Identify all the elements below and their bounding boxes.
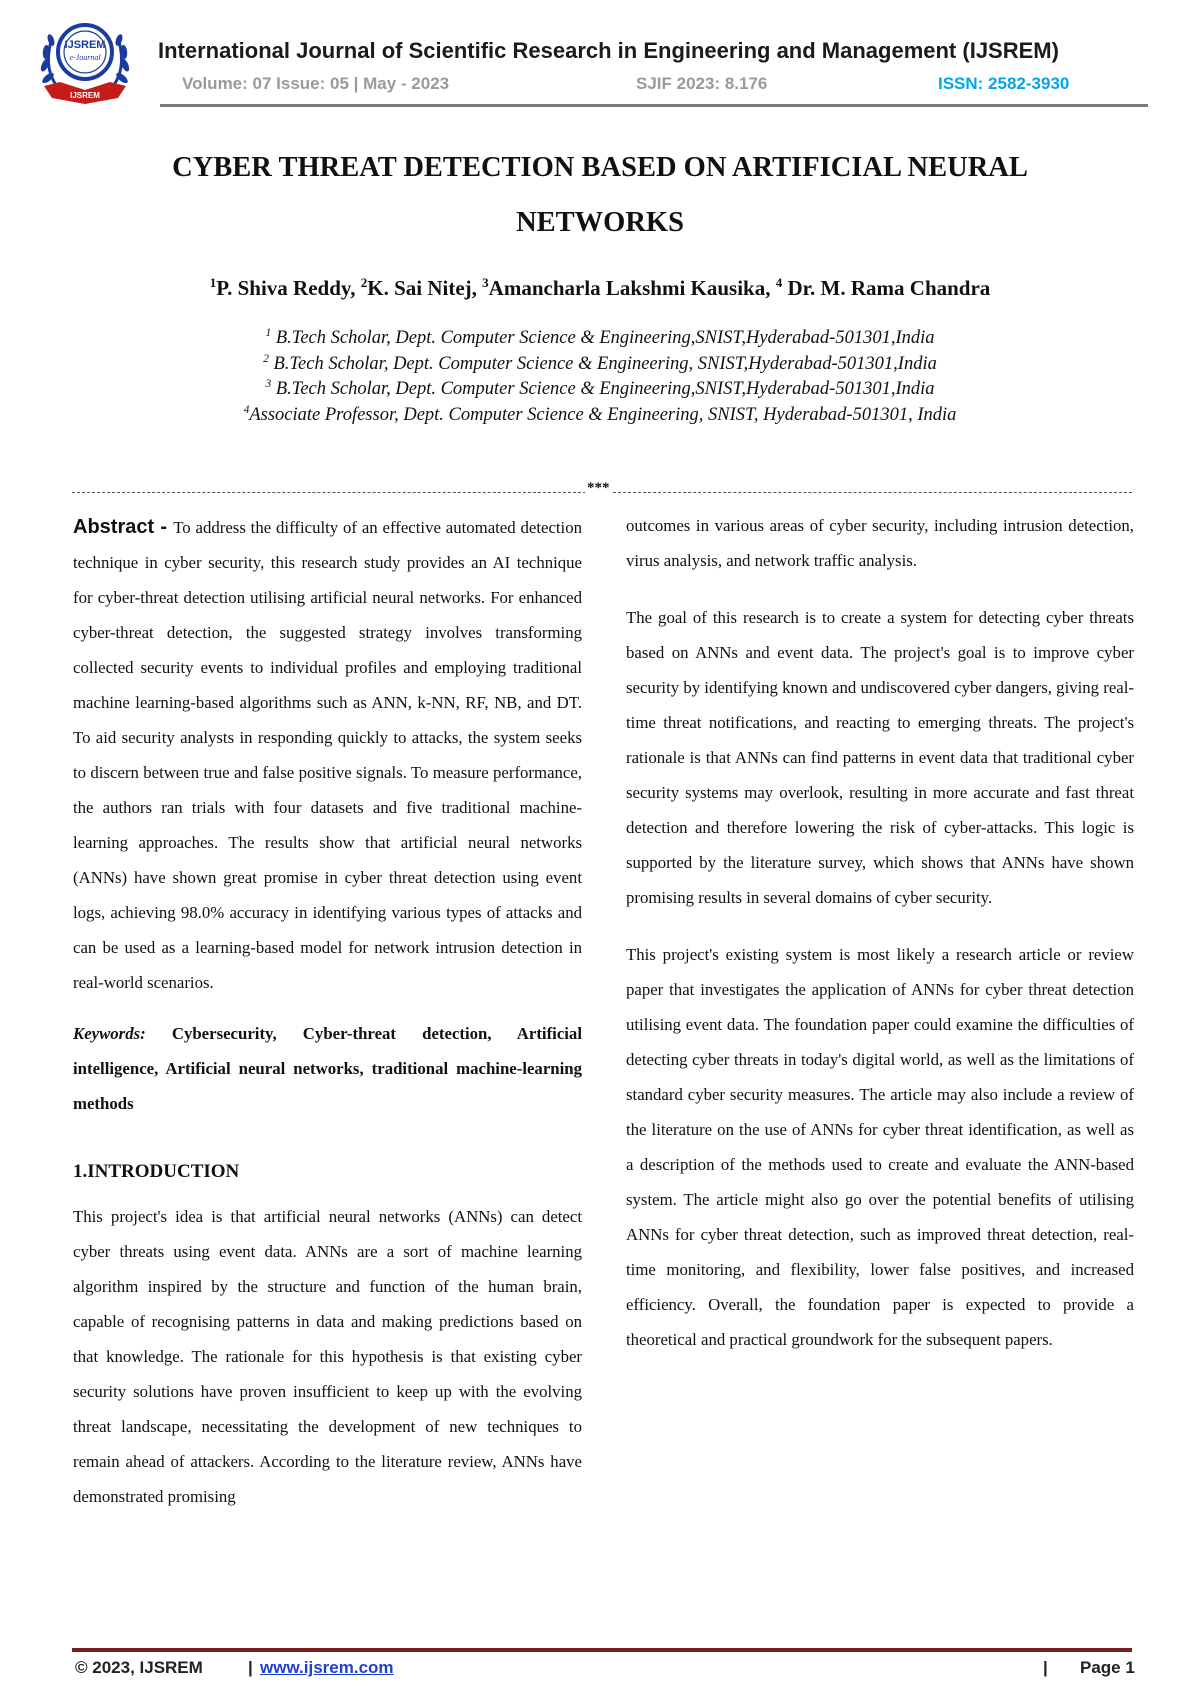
affiliation: $^1$ B.Tech Scholar, Dept. Computer Science & Engineering,SNIST,Hyderabad-501301,India — [265, 326, 935, 348]
author-num: 2 — [360, 275, 368, 290]
author-name: P. Shiva Reddy, — [216, 276, 361, 300]
title-line-2: NETWORKS — [516, 207, 684, 238]
abstract-label: Abstract - — [73, 516, 174, 538]
journal-name: International Journal of Scientific Research in Engineering and Management (IJSREM) — [158, 38, 1059, 63]
section-heading-introduction: 1.INTRODUCTION — [73, 1161, 240, 1182]
footer-website-link[interactable]: www.ijsrem.com — [260, 1658, 394, 1677]
title-line-1: CYBER THREAT DETECTION BASED ON ARTIFICIAL NEURAL — [172, 152, 1028, 183]
footer-separator: | — [248, 1658, 253, 1677]
intro-paragraph-2: The goal of this research is to create a system for detecting cyber threats based on ANNs and event data. The project's goal is to improve cyber security by identifying known and undiscovered cyber dangers, giving real-time threat notifications, and reacting to emerging threats. The project's rationale is that ANNs can find patterns in event data that traditional cyber security systems may overlook, resulting in more accurate and fast threat detection and therefore lowering the risk of cyber-attacks. This logic is supported by the literature survey, which shows that ANNs have shown promising results in several domains of cyber security. — [626, 608, 1134, 907]
sjif-impact: SJIF 2023: 8.176 — [636, 74, 768, 93]
intro-paragraph-1-continued: outcomes in various areas of cyber security, including intrusion detection, virus analysis, and network traffic analysis. — [626, 516, 1134, 570]
author-num: 4 — [775, 275, 783, 290]
affiliation: $^2$ B.Tech Scholar, Dept. Computer Science & Engineering, SNIST,Hyderabad-501301,India — [263, 352, 937, 374]
affiliation: $^4$Associate Professor, Dept. Computer Science & Engineering, SNIST, Hyderabad-501301, India — [243, 403, 957, 425]
logo-top-text: IJSREM — [64, 39, 106, 51]
keywords-label: Keywords: — [73, 1024, 146, 1043]
abstract — [73, 510, 582, 1000]
right-column — [626, 508, 1134, 1357]
footer-copyright: © 2023, IJSREM — [75, 1658, 203, 1677]
author-name: Amancharla Lakshmi Kausika, — [488, 276, 776, 300]
logo-mid-text: e-Journal — [69, 53, 101, 62]
author-num: 1 — [209, 275, 217, 290]
header-rule — [160, 104, 1148, 107]
abstract-text: To address the difficulty of an effective automated detection technique in cyber security, this research study provides an AI technique for cyber-threat detection utilising artificial neural networks. For enhanced cyber-threat detection, the suggested strategy involves transforming collected security events to individual profiles and employing traditional machine learning-based algorithms such as ANN, k-NN, RF, NB, and DT. To aid security analysts in responding quickly to attacks, the system seeks to discern between true and false positive signals. To measure performance, the authors ran trials with four datasets and five traditional machine-learning approaches. The results show that artificial neural networks (ANNs) have shown great promise in cyber threat detection using event logs, achieving 98.0% accuracy in identifying various types of attacks and can be used as a learning-based model for network intrusion detection in real-world scenarios. — [73, 518, 582, 992]
keywords — [73, 1016, 582, 1121]
separator-stars: *** — [587, 480, 610, 496]
affiliations — [80, 326, 1120, 428]
author-list — [80, 276, 1120, 301]
author-num: 3 — [482, 275, 489, 290]
left-column — [73, 510, 582, 1514]
intro-paragraph-1: This project's idea is that artificial neural networks (ANNs) can detect cyber threats using event data. ANNs are a sort of machine learning algorithm inspired by the structure and function of the human brain, capable of recognising patterns in data and making predictions based on that knowledge. The rationale for this hypothesis is that existing cyber security solutions have proven insufficient to keep up with the evolving threat landscape, necessitating the development of new techniques to remain ahead of attackers. According to the literature review, ANNs have demonstrated promising — [73, 1207, 582, 1506]
ijsrem-laurel-logo-icon — [30, 8, 140, 108]
intro-paragraph-3: This project's existing system is most likely a research article or review paper that investigates the application of ANNs for cyber threat detection utilising event data. The foundation paper could examine the difficulties of detecting cyber threats in today's digital world, as well as the limitations of standard cyber security measures. The article may also include a review of the literature on the use of ANNs for cyber threat identification, as well as a description of the methods used to create and evaluate the ANN-based system. The article might also go over the potential benefits of utilising ANNs for cyber threat detection, such as improved threat detection, real-time monitoring, and flexibility, lower false positives, and increased efficiency. Overall, the foundation paper is expected to provide a theoretical and practical groundwork for the subsequent papers. — [626, 945, 1134, 1349]
logo-bottom-text: IJSREM — [70, 91, 100, 100]
affiliation: $^3$ B.Tech Scholar, Dept. Computer Science & Engineering,SNIST,Hyderabad-501301,India — [265, 377, 935, 399]
keywords-text: Cybersecurity, Cyber-threat detection, Artificial intelligence, Artificial neural networks, traditional machine-learning methods — [73, 1024, 582, 1113]
author-name: K. Sai Nitej, — [367, 276, 483, 300]
footer-rule — [72, 1648, 1132, 1652]
page-number: Page 1 — [1080, 1658, 1135, 1677]
footer-separator: | — [1043, 1658, 1048, 1677]
paper-title — [80, 140, 1120, 250]
issn: ISSN: 2582-3930 — [938, 74, 1070, 93]
volume-issue: Volume: 07 Issue: 05 | May - 2023 — [182, 74, 450, 93]
author-name: Dr. M. Rama Chandra — [782, 276, 991, 300]
